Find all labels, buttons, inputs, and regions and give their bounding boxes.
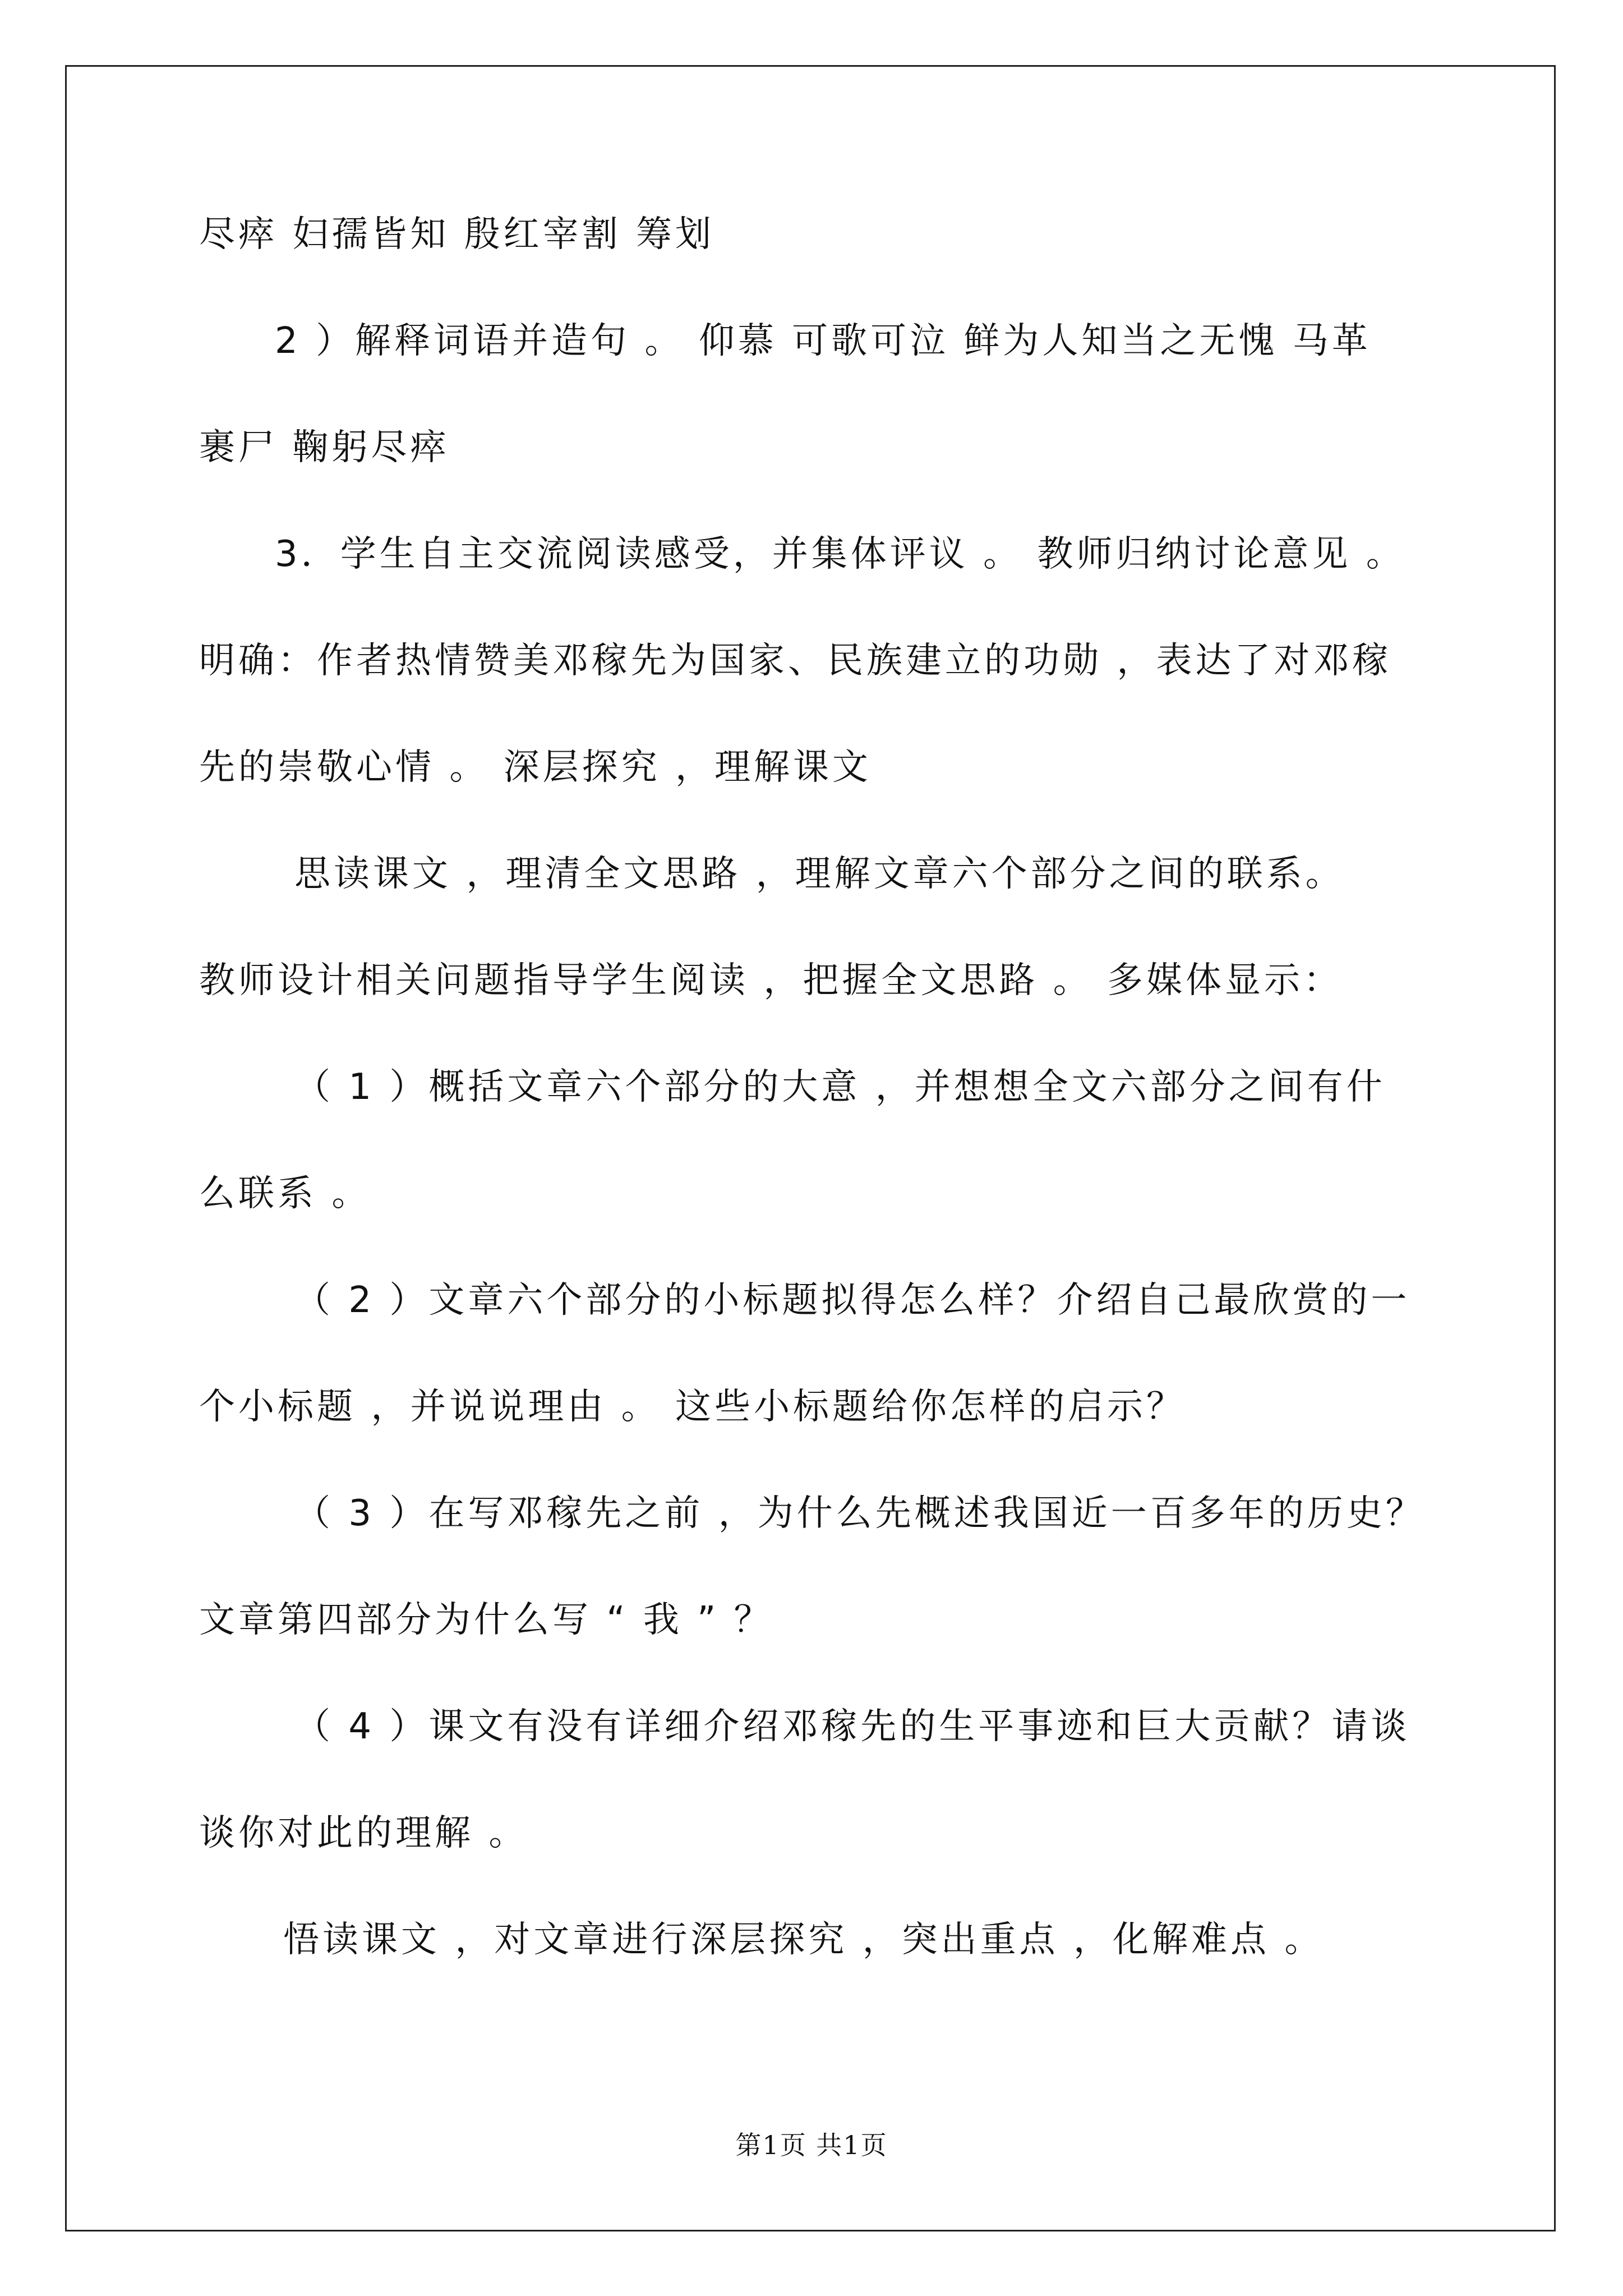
text-line: 思读课文 ，理清全文思路 ，理解文章六个部分之间的联系。 [294, 853, 1345, 895]
text-line: 个小标题 ，并说说理由 。 这些小标题给你怎样的启示？ [199, 1386, 1186, 1428]
text-line: 2 ）解释词语并造句 。 仰慕 可歌可泣 鲜为人知当之无愧 马革 [275, 320, 1371, 362]
text-line: 3．学生自主交流阅读感受，并集体评议 。 教师归纳讨论意见 。 [275, 533, 1405, 575]
text-line: 先的崇敬心情 。 深层探究 ，理解课文 [199, 747, 872, 788]
text-line: 明确：作者热情赞美邓稼先为国家、民族建立的功勋 ，表达了对邓稼 [199, 640, 1392, 682]
text-line: 悟读课文 ，对文章进行深层探究 ，突出重点 ，化解难点 。 [283, 1919, 1324, 1961]
text-line: 裹尸 鞠躬尽瘁 [199, 427, 450, 468]
text-line: （ 3 ）在写邓稼先之前 ，为什么先概述我国近一百多年的历史？ [294, 1493, 1425, 1534]
text-line: 么联系 。 [199, 1173, 371, 1214]
text-line: （ 1 ）概括文章六个部分的大意 ，并想想全文六部分之间有什 [294, 1066, 1386, 1108]
page-border [65, 65, 1556, 2231]
page-footer: 第1页 共1页 [735, 2130, 888, 2160]
text-line: （ 2 ）文章六个部分的小标题拟得怎么样？介绍自己最欣赏的一 [294, 1280, 1410, 1321]
text-line: （ 4 ）课文有没有详细介绍邓稼先的生平事迹和巨大贡献？请谈 [294, 1706, 1410, 1747]
text-line: 文章第四部分为什么写 “ 我 ” ？ [199, 1599, 773, 1641]
text-line: 教师设计相关问题指导学生阅读 ，把握全文思路 。 多媒体显示： [199, 960, 1343, 1001]
text-line: 谈你对此的理解 。 [199, 1812, 528, 1854]
text-line: 尽瘁 妇孺皆知 殷红宰割 筹划 [199, 214, 715, 255]
